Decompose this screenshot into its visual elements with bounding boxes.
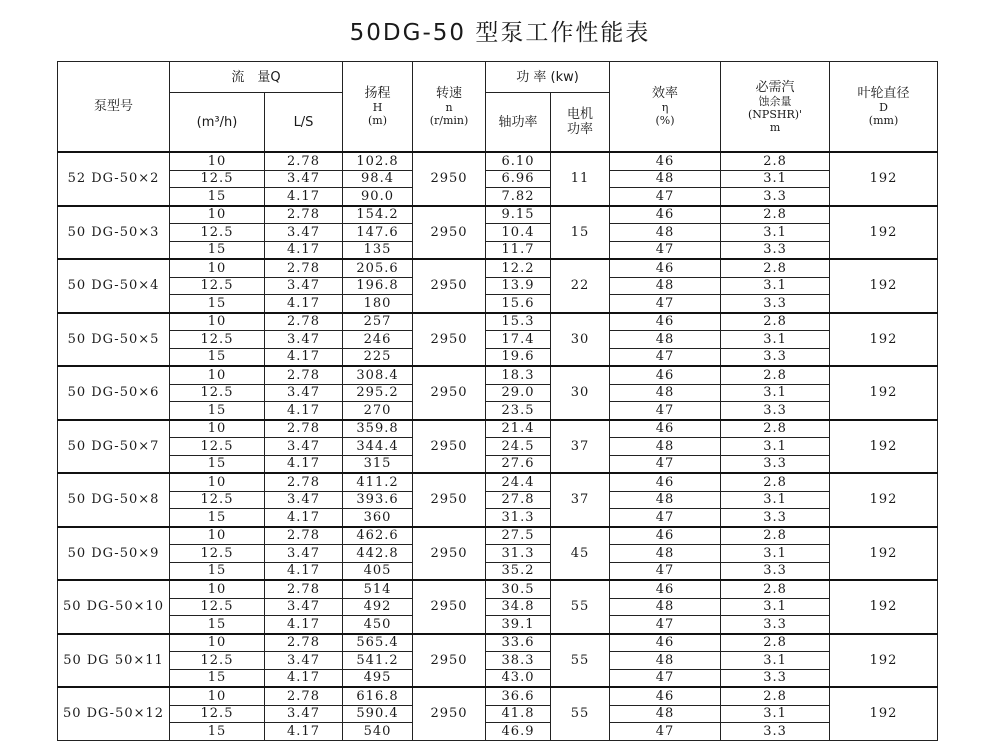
head-m: 196.8 [343,277,413,295]
flow-ls: 4.17 [265,295,343,313]
npsh: 3.1 [721,652,830,670]
flow-ls: 4.17 [265,562,343,580]
header-efficiency: 效率 η (%) [610,62,721,153]
efficiency: 48 [610,491,721,509]
efficiency: 48 [610,438,721,456]
flow-ls: 3.47 [265,224,343,242]
flow-ls: 3.47 [265,277,343,295]
shaft-power: 23.5 [486,402,551,420]
pump-model: 50 DG-50×12 [58,687,170,740]
flow-ls: 2.78 [265,152,343,170]
shaft-power: 41.8 [486,705,551,723]
head-m: 616.8 [343,687,413,705]
table-row [58,491,938,509]
table-row [58,366,938,384]
head-m: 205.6 [343,259,413,277]
flow-ls: 3.47 [265,545,343,563]
header-impeller: 叶轮直径 D (mm) [830,62,938,153]
flow-m3h: 15 [170,616,265,634]
npsh: 3.1 [721,384,830,402]
flow-m3h: 12.5 [170,652,265,670]
table-row [58,438,938,456]
table-row [58,402,938,420]
efficiency: 47 [610,348,721,366]
impeller-diameter: 192 [830,580,938,634]
flow-ls: 2.78 [265,420,343,438]
flow-ls: 2.78 [265,366,343,384]
flow-ls: 2.78 [265,313,343,331]
flow-m3h: 12.5 [170,384,265,402]
header-speed: 转速 n (r/min) [413,62,486,153]
flow-m3h: 10 [170,259,265,277]
speed-rpm: 2950 [413,687,486,740]
efficiency: 46 [610,313,721,331]
head-m: 514 [343,580,413,598]
speed-rpm: 2950 [413,366,486,420]
header-flow-ls: L/S [265,93,343,153]
table-row [58,598,938,616]
efficiency: 47 [610,509,721,527]
table-row [58,206,938,224]
table-row [58,705,938,723]
shaft-power: 30.5 [486,580,551,598]
efficiency: 47 [610,295,721,313]
efficiency: 46 [610,259,721,277]
head-m: 315 [343,455,413,473]
head-m: 590.4 [343,705,413,723]
flow-ls: 2.78 [265,527,343,545]
head-m: 442.8 [343,545,413,563]
table-row [58,669,938,687]
shaft-power: 29.0 [486,384,551,402]
table-body [58,152,938,740]
pump-model: 50 DG-50×6 [58,366,170,420]
flow-m3h: 10 [170,473,265,491]
flow-m3h: 10 [170,687,265,705]
npsh: 2.8 [721,206,830,224]
speed-rpm: 2950 [413,634,486,688]
table-row [58,562,938,580]
motor-power: 15 [551,206,610,260]
pump-model: 50 DG-50×8 [58,473,170,527]
speed-rpm: 2950 [413,259,486,313]
page-title: 50DG-50 型泵工作性能表 [349,20,651,46]
shaft-power: 27.6 [486,455,551,473]
shaft-power: 36.6 [486,687,551,705]
table-row [58,652,938,670]
shaft-power: 31.3 [486,545,551,563]
table-row [58,420,938,438]
table-row [58,152,938,170]
shaft-power: 6.10 [486,152,551,170]
npsh: 3.1 [721,277,830,295]
pump-model: 50 DG-50×5 [58,313,170,367]
speed-rpm: 2950 [413,527,486,581]
motor-power: 55 [551,580,610,634]
flow-m3h: 10 [170,206,265,224]
speed-rpm: 2950 [413,420,486,474]
flow-m3h: 12.5 [170,277,265,295]
shaft-power: 43.0 [486,669,551,687]
npsh: 3.1 [721,224,830,242]
impeller-diameter: 192 [830,473,938,527]
head-m: 411.2 [343,473,413,491]
shaft-power: 15.6 [486,295,551,313]
flow-m3h: 12.5 [170,331,265,349]
shaft-power: 18.3 [486,366,551,384]
flow-ls: 4.17 [265,509,343,527]
table-row [58,224,938,242]
efficiency: 46 [610,527,721,545]
table-row [58,188,938,206]
table-row [58,313,938,331]
npsh: 2.8 [721,313,830,331]
efficiency: 47 [610,669,721,687]
efficiency: 48 [610,598,721,616]
head-m: 541.2 [343,652,413,670]
flow-ls: 3.47 [265,491,343,509]
impeller-diameter: 192 [830,259,938,313]
flow-m3h: 15 [170,509,265,527]
motor-power: 45 [551,527,610,581]
shaft-power: 12.2 [486,259,551,277]
flow-ls: 4.17 [265,188,343,206]
npsh: 2.8 [721,473,830,491]
npsh: 2.8 [721,580,830,598]
table-row [58,259,938,277]
head-m: 225 [343,348,413,366]
shaft-power: 38.3 [486,652,551,670]
shaft-power: 15.3 [486,313,551,331]
flow-ls: 2.78 [265,580,343,598]
npsh: 2.8 [721,634,830,652]
npsh: 3.1 [721,331,830,349]
flow-m3h: 10 [170,152,265,170]
flow-m3h: 15 [170,348,265,366]
shaft-power: 24.5 [486,438,551,456]
speed-rpm: 2950 [413,313,486,367]
flow-m3h: 15 [170,402,265,420]
flow-ls: 2.78 [265,473,343,491]
shaft-power: 39.1 [486,616,551,634]
speed-rpm: 2950 [413,580,486,634]
flow-ls: 3.47 [265,598,343,616]
npsh: 3.1 [721,170,830,188]
table-row [58,509,938,527]
efficiency: 46 [610,420,721,438]
flow-m3h: 15 [170,241,265,259]
table-row [58,241,938,259]
flow-ls: 2.78 [265,206,343,224]
header-npsh: 必需汽 蚀余量 (NPSHR)' m [721,62,830,153]
npsh: 3.1 [721,545,830,563]
header-shaft-power: 轴功率 [486,93,551,153]
efficiency: 46 [610,366,721,384]
shaft-power: 7.82 [486,188,551,206]
shaft-power: 34.8 [486,598,551,616]
flow-m3h: 10 [170,420,265,438]
motor-power: 11 [551,152,610,206]
flow-m3h: 15 [170,455,265,473]
efficiency: 48 [610,331,721,349]
table-row [58,580,938,598]
efficiency: 48 [610,705,721,723]
efficiency: 46 [610,634,721,652]
header-motor-power: 电机 功率 [551,93,610,153]
flow-m3h: 10 [170,313,265,331]
shaft-power: 19.6 [486,348,551,366]
npsh: 3.3 [721,348,830,366]
head-m: 405 [343,562,413,580]
pump-model: 50 DG-50×7 [58,420,170,474]
flow-ls: 2.78 [265,687,343,705]
head-m: 450 [343,616,413,634]
flow-ls: 3.47 [265,384,343,402]
table-row [58,277,938,295]
table-row [58,384,938,402]
flow-m3h: 15 [170,188,265,206]
head-m: 360 [343,509,413,527]
npsh: 2.8 [721,687,830,705]
flow-ls: 4.17 [265,402,343,420]
npsh: 3.3 [721,188,830,206]
flow-m3h: 12.5 [170,705,265,723]
shaft-power: 13.9 [486,277,551,295]
flow-ls: 3.47 [265,170,343,188]
efficiency: 48 [610,224,721,242]
impeller-diameter: 192 [830,313,938,367]
flow-ls: 2.78 [265,634,343,652]
head-m: 359.8 [343,420,413,438]
efficiency: 48 [610,170,721,188]
header-power: 功 率 (kw) [486,62,610,93]
head-m: 393.6 [343,491,413,509]
header-model: 泵型号 [58,62,170,153]
efficiency: 47 [610,616,721,634]
flow-ls: 3.47 [265,331,343,349]
shaft-power: 11.7 [486,241,551,259]
npsh: 3.3 [721,723,830,741]
head-m: 462.6 [343,527,413,545]
flow-ls: 4.17 [265,348,343,366]
table-row [58,723,938,741]
npsh: 3.1 [721,705,830,723]
motor-power: 37 [551,473,610,527]
npsh: 3.1 [721,491,830,509]
npsh: 2.8 [721,527,830,545]
efficiency: 46 [610,687,721,705]
flow-m3h: 10 [170,366,265,384]
npsh: 3.3 [721,241,830,259]
motor-power: 22 [551,259,610,313]
npsh: 3.3 [721,455,830,473]
table-row [58,170,938,188]
table-row [58,473,938,491]
efficiency: 48 [610,277,721,295]
efficiency: 47 [610,562,721,580]
head-m: 308.4 [343,366,413,384]
head-m: 154.2 [343,206,413,224]
head-m: 135 [343,241,413,259]
head-m: 90.0 [343,188,413,206]
efficiency: 48 [610,384,721,402]
efficiency: 47 [610,241,721,259]
pump-model: 50 DG-50×9 [58,527,170,581]
head-m: 540 [343,723,413,741]
shaft-power: 35.2 [486,562,551,580]
flow-m3h: 12.5 [170,491,265,509]
flow-m3h: 15 [170,562,265,580]
speed-rpm: 2950 [413,473,486,527]
pump-model: 50 DG-50×10 [58,580,170,634]
flow-m3h: 15 [170,669,265,687]
npsh: 3.3 [721,402,830,420]
efficiency: 46 [610,206,721,224]
motor-power: 55 [551,687,610,740]
npsh: 3.3 [721,295,830,313]
head-m: 147.6 [343,224,413,242]
shaft-power: 33.6 [486,634,551,652]
table-row [58,634,938,652]
flow-m3h: 12.5 [170,224,265,242]
pump-model: 50 DG 50×11 [58,634,170,688]
head-m: 492 [343,598,413,616]
shaft-power: 10.4 [486,224,551,242]
shaft-power: 6.96 [486,170,551,188]
table-row [58,331,938,349]
header-flow-m3h: (m³/h) [170,93,265,153]
pump-model: 52 DG-50×2 [58,152,170,206]
flow-ls: 4.17 [265,669,343,687]
table-row [58,545,938,563]
table-row [58,527,938,545]
flow-ls: 4.17 [265,616,343,634]
table-row [58,295,938,313]
impeller-diameter: 192 [830,420,938,474]
head-m: 270 [343,402,413,420]
flow-ls: 4.17 [265,455,343,473]
impeller-diameter: 192 [830,687,938,740]
npsh: 3.3 [721,562,830,580]
head-m: 344.4 [343,438,413,456]
efficiency: 48 [610,652,721,670]
flow-ls: 4.17 [265,723,343,741]
npsh: 3.3 [721,509,830,527]
flow-ls: 2.78 [265,259,343,277]
table-row [58,616,938,634]
flow-m3h: 12.5 [170,170,265,188]
efficiency: 46 [610,473,721,491]
efficiency: 47 [610,455,721,473]
head-m: 495 [343,669,413,687]
motor-power: 30 [551,313,610,367]
table-row [58,455,938,473]
head-m: 102.8 [343,152,413,170]
shaft-power: 17.4 [486,331,551,349]
efficiency: 48 [610,545,721,563]
impeller-diameter: 192 [830,366,938,420]
table-row [58,348,938,366]
flow-m3h: 10 [170,634,265,652]
speed-rpm: 2950 [413,152,486,206]
flow-ls: 4.17 [265,241,343,259]
head-m: 246 [343,331,413,349]
npsh: 3.3 [721,669,830,687]
npsh: 2.8 [721,420,830,438]
head-m: 295.2 [343,384,413,402]
shaft-power: 21.4 [486,420,551,438]
shaft-power: 27.5 [486,527,551,545]
motor-power: 30 [551,366,610,420]
pump-model: 50 DG-50×3 [58,206,170,260]
head-m: 98.4 [343,170,413,188]
shaft-power: 24.4 [486,473,551,491]
impeller-diameter: 192 [830,527,938,581]
header-flow: 流 量Q [170,62,343,93]
flow-m3h: 15 [170,723,265,741]
npsh: 3.3 [721,616,830,634]
flow-ls: 3.47 [265,438,343,456]
flow-m3h: 12.5 [170,598,265,616]
shaft-power: 31.3 [486,509,551,527]
impeller-diameter: 192 [830,152,938,206]
efficiency: 46 [610,580,721,598]
head-m: 565.4 [343,634,413,652]
table-row [58,687,938,705]
shaft-power: 9.15 [486,206,551,224]
npsh: 2.8 [721,366,830,384]
header-head: 扬程 H (m) [343,62,413,153]
flow-ls: 3.47 [265,652,343,670]
shaft-power: 27.8 [486,491,551,509]
impeller-diameter: 192 [830,634,938,688]
motor-power: 55 [551,634,610,688]
speed-rpm: 2950 [413,206,486,260]
flow-m3h: 10 [170,527,265,545]
npsh: 2.8 [721,259,830,277]
efficiency: 47 [610,188,721,206]
npsh: 2.8 [721,152,830,170]
impeller-diameter: 192 [830,206,938,260]
head-m: 257 [343,313,413,331]
flow-m3h: 12.5 [170,438,265,456]
npsh: 3.1 [721,438,830,456]
flow-ls: 3.47 [265,705,343,723]
flow-m3h: 12.5 [170,545,265,563]
efficiency: 46 [610,152,721,170]
motor-power: 37 [551,420,610,474]
shaft-power: 46.9 [486,723,551,741]
flow-m3h: 10 [170,580,265,598]
flow-m3h: 15 [170,295,265,313]
head-m: 180 [343,295,413,313]
npsh: 3.1 [721,598,830,616]
efficiency: 47 [610,723,721,741]
efficiency: 47 [610,402,721,420]
performance-table [57,61,938,741]
pump-model: 50 DG-50×4 [58,259,170,313]
